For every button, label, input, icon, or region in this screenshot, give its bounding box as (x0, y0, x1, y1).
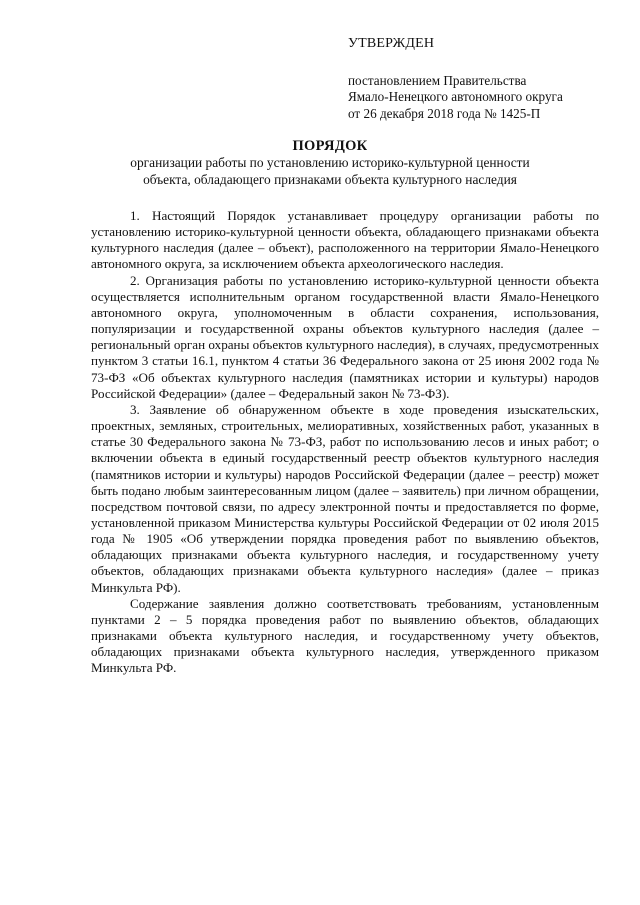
approval-line-1: постановлением Правительства (348, 72, 527, 88)
document-subtitle-line-2: объекта, обладающего признаками объекта культурного наследия (143, 171, 517, 187)
approval-line-3: от 26 декабря 2018 года № 1425-П (348, 105, 541, 121)
approved-heading: УТВЕРЖДЕН (348, 36, 435, 51)
paragraph-2: 2. Организация работы по установлению историко-культурной ценности объекта осуществляется исполнительным органом государственной власти Ямало-Ненецкого автономного округа, уполномоченным в области сохранения, использования, популяризации и государственной охраны объектов культурного наследия (далее – региональный орган охраны объектов культурного наследия), в случаях, предусмотренных пунктом 3 статьи 16.1, пунктом 4 статьи 36 Федерального закона от 25 июня 2002 года № 73-ФЗ «Об объектах культурного наследия (памятниках истории и культуры) народов Российской Федерации» (далее – Федеральный закон № 73-ФЗ). (91, 272, 599, 401)
paragraph-4: Содержание заявления должно соответствовать требованиям, установленным пунктами 2 – 5 порядка проведения работ по выявлению объектов, обладающих признаками объекта культурного наследия, и государственному учету объектов, обладающих признаками объекта культурного наследия, утвержденного приказом Минкульта РФ. (91, 595, 599, 676)
document-subtitle-line-1: организации работы по установлению историко-культурной ценности (130, 155, 530, 170)
paragraph-1: 1. Настоящий Порядок устанавливает процедуру организации работы по установлению историко-культурной ценности объекта, обладающего признаками объекта культурного наследия (далее – объект), расположенного на территории Ямало-Ненецкого автономного округа, за исключением объекта археологического наследия. (91, 208, 599, 272)
approval-stamp (348, 36, 618, 122)
paragraph-3: 3. Заявление об обнаруженном объекте в ходе проведения изыскательских, проектных, земляных, строительных, мелиоративных, хозяйственных работ, указанных в статье 30 Федерального закона № 73-ФЗ, работ по использованию лесов и иных работ; о включении объекта в единый государственный реестр объектов культурного наследия (памятников истории и культуры) народов Российской Федерации (далее – реестр) может быть подано любым заинтересованным лицом (далее – заявитель) при личном обращении, посредством почтовой связи, по адресу электронной почты и предоставляется по форме, установленной приказом Министерства культуры Российской Федерации от 02 июля 2015 года № 1905 «Об утверждении порядка проведения работ по выявлению объектов, обладающих признаками объекта культурного наследия, и государственному учету объектов, обладающих признаками объекта культурного наследия» (далее – приказ Минкульта РФ). (91, 401, 599, 595)
document-body (91, 208, 599, 677)
approval-line-2: Ямало-Ненецкого автономного округа (348, 89, 563, 104)
document-title: ПОРЯДОК (292, 138, 368, 154)
document-title-block (80, 138, 580, 188)
